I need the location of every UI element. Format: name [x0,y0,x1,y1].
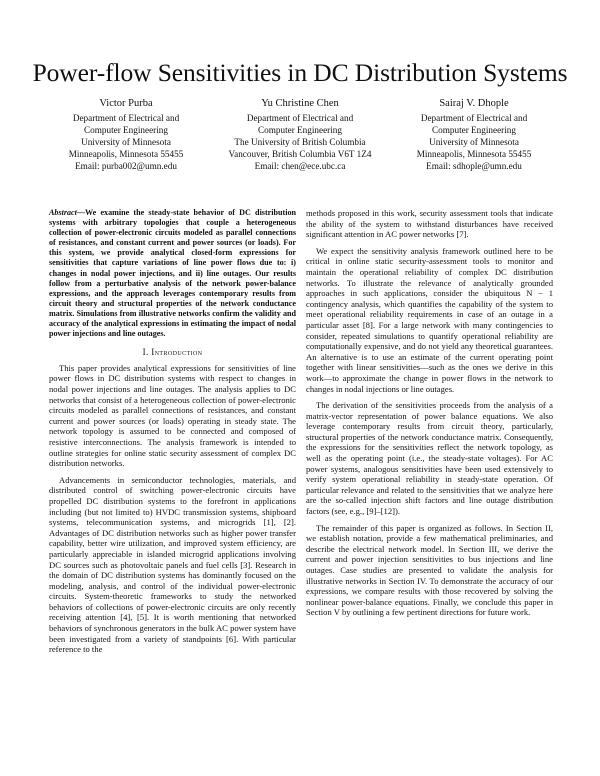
paragraph: We expect the sensitivity analysis framework outlined here to be critical in online static security-assessment tools to monitor and maintain the operational reliability of complex DC distribution networks. To illustrate the relevance of analytically grounded approaches in such applications, consider the ubiquitous N − 1 contingency analysis, which quantifies the capability of the system to meet operational reliability requirements in case of an outage in a particular asset [8]. For a large network with many contingencies to consider, repeated simulations to quantify operational reliability are computationally expensive, and do not yield any theoretical guarantees. An alternative is to use an estimate of the current operating point together with linear sensitivities—such as the ones we derive in this work—to approximate the change in power flows in the network to changes in nodal injections or line outages. [306,245,553,394]
author-email: Email: sdhople@umn.edu [426,161,522,171]
section-heading-introduction [49,347,296,358]
author-name: Sairaj V. Dhople [439,98,509,109]
author-department: Department of Electrical and [420,113,528,123]
section-numeral: I. [142,347,149,358]
section-title: Introduction [151,347,203,358]
author-location: Vancouver, British Columbia V6T 1Z4 [228,149,372,159]
left-column [49,208,296,661]
paragraph: methods proposed in this work, security assessment tools that indicate the ability of the system to withstand disturbances have received significant attention in AC power networks [7]. [306,208,553,240]
abstract [49,208,296,339]
author-email: Email: purba002@umn.edu [75,161,177,171]
author-institution: University of Minnesota [81,137,171,147]
author-department: Department of Electrical and [246,113,354,123]
paragraph: This paper provides analytical expressions for sensitivities of line power flows in DC distribution systems with respect to changes in nodal power injections and line outages. The analysis applies to DC networks that consist of a heterogeneous collection of power-electronic circuits modeled as parallel connections of resistances, and constant current and power sources (or loads) operating in steady state. The network topology is assumed to be connected and composed of resistive interconnections. The analysis framework is intended to outline strategies for online static security assessment of complex DC distribution networks. [49,362,296,469]
author-location: Minneapolis, Minnesota 55455 [68,149,184,159]
author-department: Department of Electrical and [72,113,180,123]
author-location: Minneapolis, Minnesota 55455 [416,149,532,159]
author-chen [214,97,386,172]
right-column [306,208,553,624]
abstract-lead: Abstract [49,208,77,217]
paragraph: The remainder of this paper is organized as follows. In Section II, we establish notation, provide a few mathematical preliminaries, and describe the electrical network model. In Section III, we derive the current and power injection sensitivities to bus injections and line outages. Case studies are presented to validate the analysis for illustrative networks in Section IV. To demonstrate the accuracy of our expressions, we compare results with those recovered by solving the nonlinear power-balance equations. Finally, we conclude this paper in Section V by outlining a few pertinent directions for future work. [306,522,553,618]
author-institution: The University of British Columbia [234,137,366,147]
author-department-line2: Computer Engineering [432,125,516,135]
author-email: Email: chen@ece.ubc.ca [254,161,346,171]
author-department-line2: Computer Engineering [258,125,342,135]
author-institution: University of Minnesota [429,137,519,147]
author-block [40,97,560,172]
author-purba [40,97,212,172]
author-name: Victor Purba [99,98,153,109]
paragraph: The derivation of the sensitivities proceeds from the analysis of a matrix-vector representation of power balance equations. We also leverage contemporary results from circuit theory, particularly, structural properties of the network conductance matrix. Consequently, the expressions for the sensitivities reflect the network topology, as well as the operating point (i.e., the steady-state voltages). For AC power systems, analogous sensitivities have been used extensively to verify system operational reliability in steady-state operation. Of particular relevance and related to the sensitivities that we analyze here are the so-called injection shift factors and line outage distribution factors (see, e.g., [9]–[12]). [306,400,553,517]
author-dhople [388,97,560,172]
paragraph: Advancements in semiconductor technologies, materials, and distributed control of switching power-electronic circuits have propelled DC distribution systems to the forefront in applications including (but not limited to) HVDC transmission systems, shipboard systems, telecommunication systems, and microgrids [1], [2]. Advantages of DC distribution networks such as higher power transfer capability, better wire utilization, and improved system efficiency, are particularly appreciable in islanded microgrid applications involving DC sources such as photovoltaic panels and fuel cells [3]. Research in the domain of DC distribution systems has dominantly focused on the modeling, analysis, and control of the individual power-electronic circuits. System-theoretic frameworks to study the networked behaviors of collections of power-electronic circuits are only recently receiving attention [4], [5]. It is worth mentioning that networked behaviors of synchronous generators in the bulk AC power system have been investigated from a variety of standpoints [6]. With particular reference to the [49,474,296,655]
author-department-line2: Computer Engineering [84,125,168,135]
abstract-text: —We examine the steady-state behavior of DC distribution systems with arbitrary topologies that couple a heterogeneous collection of power-electronic circuits modeled as parallel connections of resistances, and constant current and power sources (or loads). For this system, we provide analytical closed-form expressions for sensitivities that capture variations of line power flows due to: i) changes in nodal power injections, and ii) line outages. Our results follow from a perturbative analysis of the network power-balance expressions, and the approach leverages contemporary results from circuit theory and structural properties of the network conductance matrix. Simulations from illustrative networks confirm the validity and accuracy of the analytical expressions in estimating the impact of nodal power injections and line outages. [49,208,296,339]
paper-title: Power-flow Sensitivities in DC Distribution Systems [32,58,568,87]
author-name: Yu Christine Chen [261,98,339,109]
